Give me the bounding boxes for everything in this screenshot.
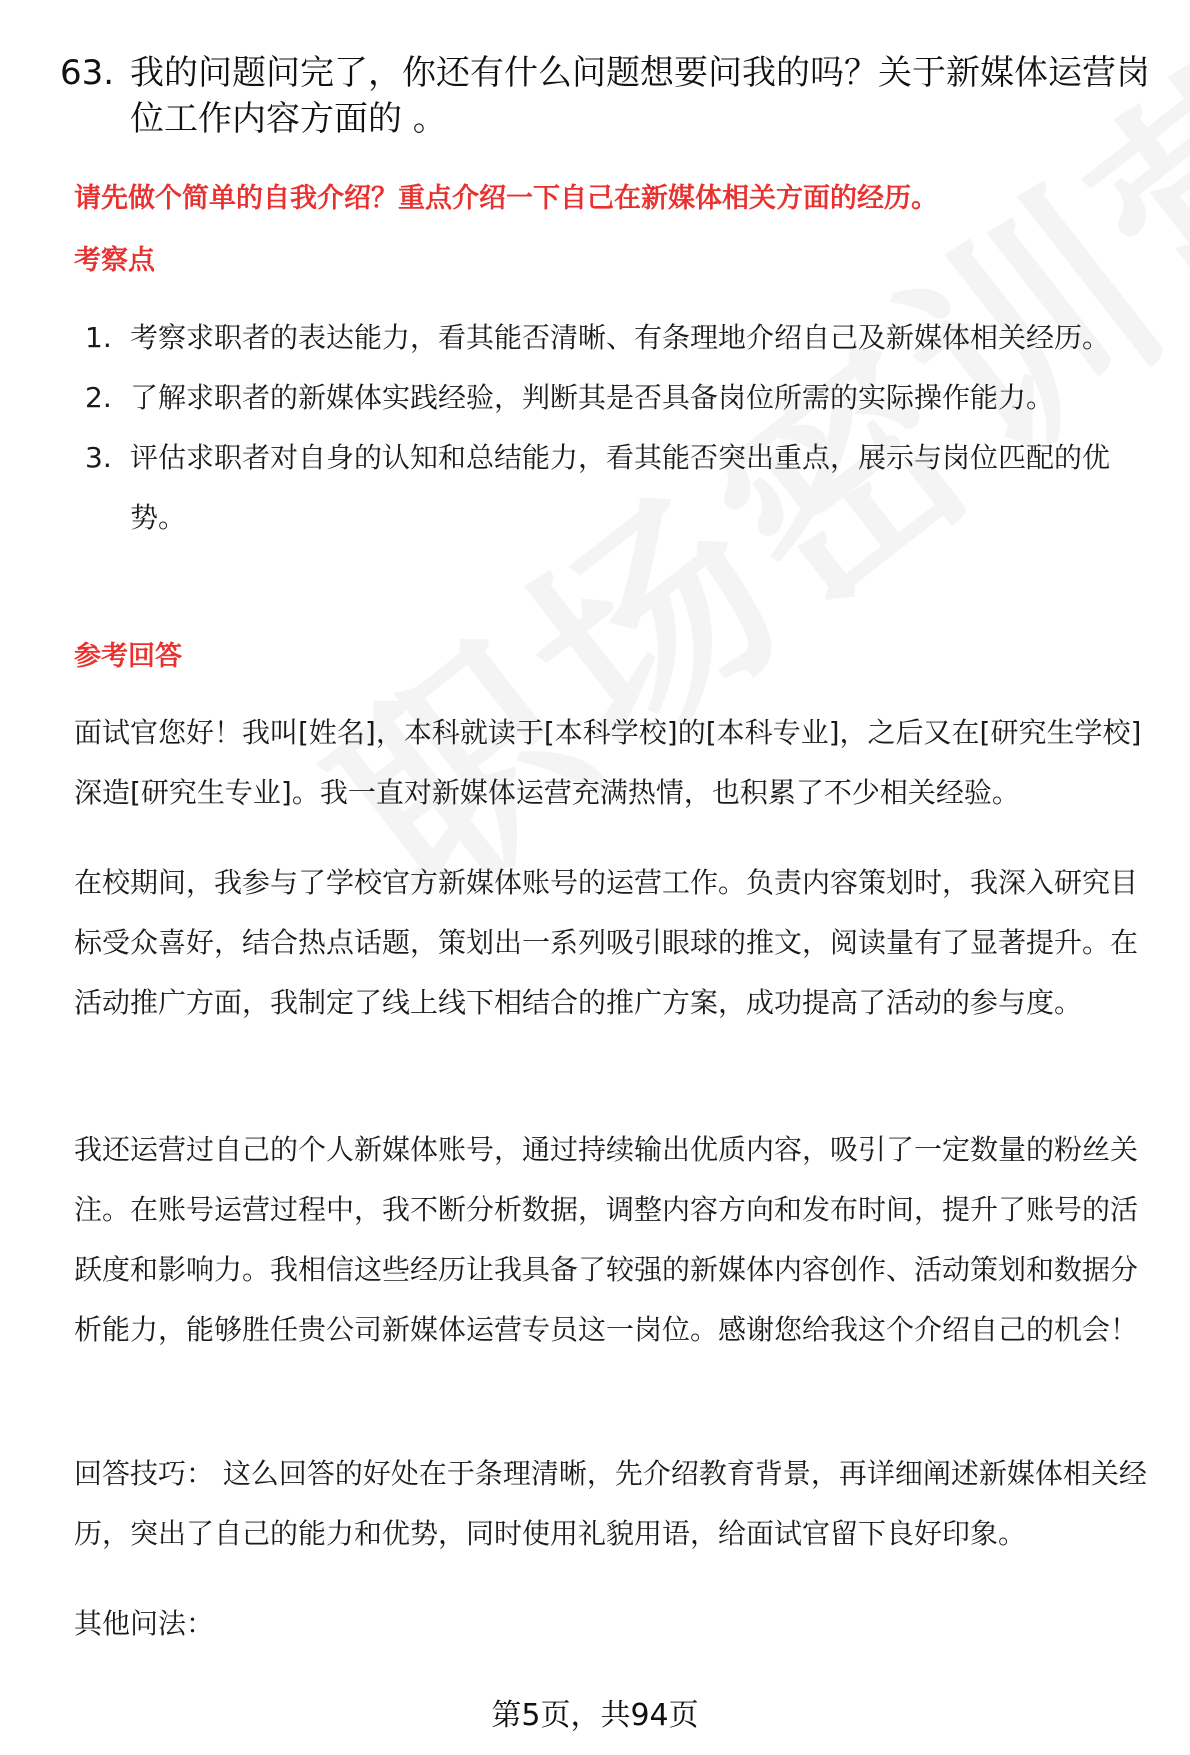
points-list bbox=[85, 308, 1145, 548]
list-item bbox=[85, 368, 1145, 428]
answer-paragraph: 面试官您好！我叫[姓名]，本科就读于[本科学校]的[本科专业]，之后又在[研究生学校]深造[研究生专业]。我一直对新媒体运营充满热情，也积累了不少相关经验。 bbox=[74, 716, 1142, 809]
list-item-text: 评估求职者对自身的认知和总结能力，看其能否突出重点，展示与岗位匹配的优势。 bbox=[130, 441, 1111, 534]
section-heading-points: 考察点 bbox=[74, 245, 155, 276]
question-text: 我的问题问完了，你还有什么问题想要问我的吗？关于新媒体运营岗位工作内容方面的 。 bbox=[130, 53, 1150, 139]
other-asks-label: 其他问法： bbox=[74, 1607, 215, 1640]
answer-paragraph: 我还运营过自己的个人新媒体账号，通过持续输出优质内容，吸引了一定数量的粉丝关注。在账号运营过程中，我不断分析数据，调整内容方向和发布时间，提升了账号的活跃度和影响力。我相信这些经历让我具备了较强的新媒体内容创作、活动策划和数据分析能力，能够胜任贵公司新媒体运营专员这一岗位。感谢您给我这个介绍自己的机会！ bbox=[74, 1133, 1139, 1346]
sub-question: 请先做个简单的自我介绍？重点介绍一下自己在新媒体相关方面的经历。 bbox=[74, 183, 938, 214]
list-item-number: 1. bbox=[85, 321, 112, 354]
list-item-number: 3. bbox=[85, 441, 112, 474]
list-item-text: 了解求职者的新媒体实践经验，判断其是否具备岗位所需的实际操作能力。 bbox=[130, 381, 1055, 414]
question-number: 63. bbox=[60, 53, 115, 93]
list-item-number: 2. bbox=[85, 381, 112, 414]
question-title bbox=[60, 50, 1160, 142]
list-item-text: 考察求职者的表达能力，看其能否清晰、有条理地介绍自己及新媒体相关经历。 bbox=[130, 321, 1111, 354]
section-heading-answer: 参考回答 bbox=[74, 641, 182, 672]
list-item bbox=[85, 308, 1145, 368]
answer-paragraph: 在校期间，我参与了学校官方新媒体账号的运营工作。负责内容策划时，我深入研究目标受众喜好，结合热点话题，策划出一系列吸引眼球的推文，阅读量有了显著提升。在活动推广方面，我制定了线上线下相结合的推广方案，成功提高了活动的参与度。 bbox=[74, 866, 1139, 1019]
page-number-footer: 第5页，共94页 bbox=[491, 1698, 699, 1733]
answer-tips: 回答技巧： 这么回答的好处在于条理清晰，先介绍教育背景，再详细阐述新媒体相关经历，突出了自己的能力和优势，同时使用礼貌用语，给面试官留下良好印象。 bbox=[74, 1457, 1147, 1550]
list-item bbox=[85, 428, 1145, 548]
